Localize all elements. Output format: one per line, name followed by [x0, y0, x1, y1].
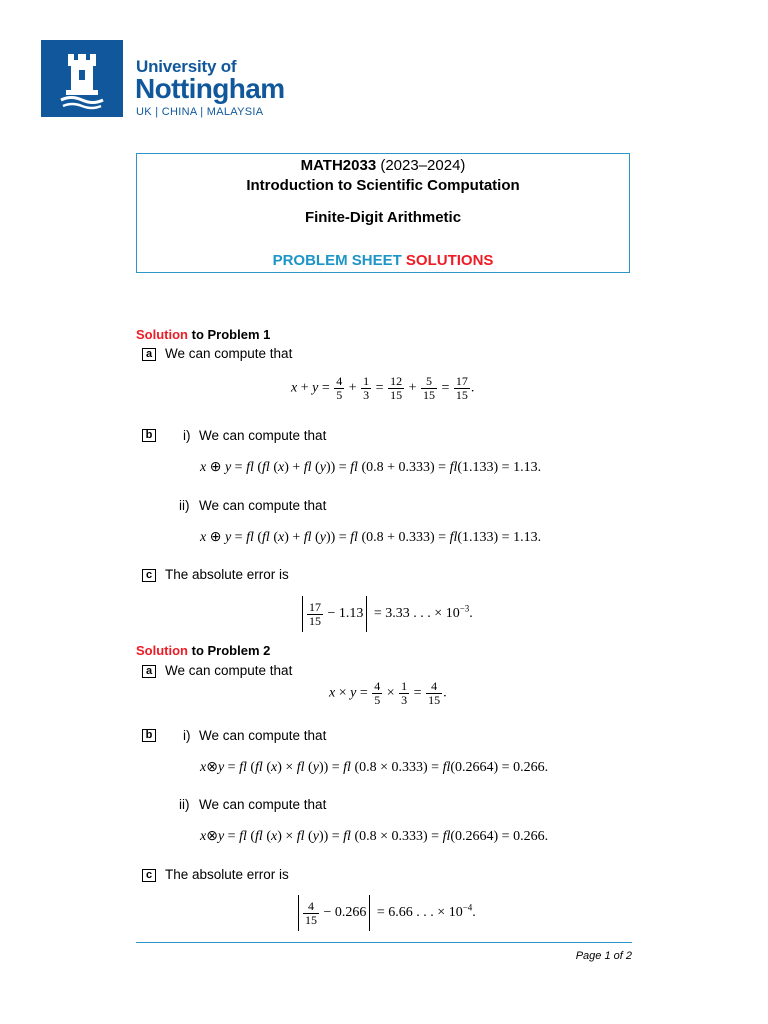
equation-p1-c: $\frac{17}{15}$ − 1.13 = 3.33 . . . × $10^{-3}$.	[299, 596, 473, 632]
equation-p1-a: x + y = $\frac{4}{5}$ + $\frac{1}{3}$ = $\frac{12}{15}$ + $\frac{5}{15}$ = $\frac{17}{15}$ .	[291, 374, 475, 402]
equation-p2-b-ii: x⊗y = fl (fl (x) × fl (y)) = fl (0.8 × 0.333) = fl(0.2664) = 0.266.	[200, 829, 549, 844]
part-a-label: a	[142, 348, 156, 361]
part-b-ii-label: ii)	[179, 498, 190, 513]
part-b-label: b	[142, 729, 156, 742]
part-c-label: c	[142, 869, 156, 882]
equation-p2-c: $\frac{4}{15}$ − 0.266 = 6.66 . . . × $10^{-4}$.	[295, 895, 476, 931]
part-c-label: c	[142, 569, 156, 582]
equation-p2-a: x × y = $\frac{4}{5}$ × $\frac{1}{3}$ = $\frac{4}{15}$ .	[329, 679, 447, 707]
solution-word: Solution	[136, 327, 188, 342]
course-title: Introduction to Scientific Computation	[246, 177, 520, 194]
equation-p1-b-i: x ⊕ y = fl (fl (x) + fl (y)) = fl (0.8 + 0.333) = fl(1.133) = 1.13.	[200, 460, 542, 475]
course-line	[137, 157, 629, 174]
part-b-ii-text: We can compute that	[199, 498, 327, 513]
title-box	[136, 153, 630, 273]
university-name-line2: Nottingham	[135, 73, 285, 104]
sheet-type-problem-sheet: PROBLEM SHEET	[272, 252, 402, 269]
course-year: (2023–2024)	[380, 157, 466, 174]
part-b-i-text: We can compute that	[199, 728, 327, 743]
solution-word: Solution	[136, 643, 188, 658]
heading-rest: to Problem 1	[188, 327, 271, 342]
heading-rest: to Problem 2	[188, 643, 271, 658]
part-a-text: We can compute that	[165, 663, 293, 678]
sheet-topic: Finite-Digit Arithmetic	[304, 209, 462, 226]
course-code: MATH2033	[300, 157, 377, 174]
equation-p2-b-i: x⊗y = fl (fl (x) × fl (y)) = fl (0.8 × 0.333) = fl(0.2664) = 0.266.	[200, 760, 549, 775]
part-b-ii-text: We can compute that	[199, 797, 327, 812]
university-name-line1: University of	[136, 57, 237, 76]
part-b-ii-label: ii)	[179, 797, 190, 812]
footer-rule	[136, 942, 632, 943]
sheet-type	[137, 252, 629, 269]
part-b-i-text: We can compute that	[199, 428, 327, 443]
university-campuses: UK | CHINA | MALAYSIA	[136, 106, 264, 118]
part-a-text: We can compute that	[165, 346, 293, 361]
problem-2-heading	[136, 643, 270, 658]
part-b-i-label: i)	[183, 428, 191, 443]
part-c-text: The absolute error is	[165, 567, 289, 582]
part-c-text: The absolute error is	[165, 867, 289, 882]
part-b-i-label: i)	[183, 728, 191, 743]
page-number: Page 1 of 2	[575, 950, 632, 962]
problem-1-heading	[136, 327, 270, 342]
equation-p1-b-ii: x ⊕ y = fl (fl (x) + fl (y)) = fl (0.8 + 0.333) = fl(1.133) = 1.13.	[200, 530, 542, 545]
part-b-label: b	[142, 429, 156, 442]
university-logo	[41, 40, 123, 117]
castle-tower-icon	[41, 40, 123, 117]
sheet-type-solutions: SOLUTIONS	[405, 252, 494, 269]
part-a-label: a	[142, 665, 156, 678]
